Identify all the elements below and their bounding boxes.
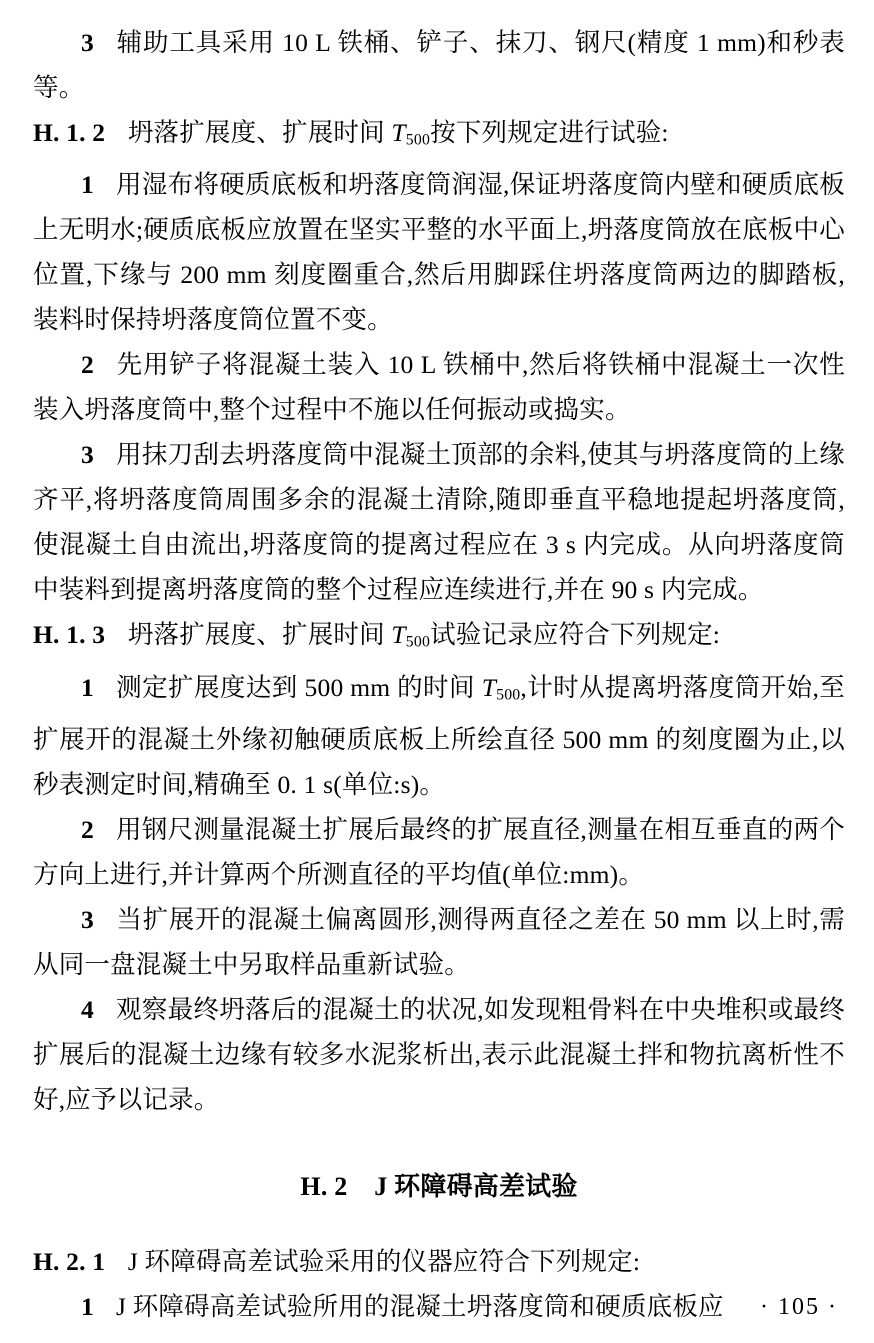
paragraph-item-2a: 2 先用铲子将混凝土装入 10 L 铁桶中,然后将铁桶中混凝土一次性装入坍落度筒中,整个过程中不施以任何振动或捣实。 bbox=[33, 350, 846, 425]
paragraph-item-2b: 2 用钢尺测量混凝土扩展后最终的扩展直径,测量在相互垂直的两个方向上进行,并计算两个所测直径的平均值(单位:mm)。 bbox=[33, 815, 845, 890]
spacer bbox=[33, 1122, 845, 1164]
page-content bbox=[33, 20, 845, 1329]
list-number: 1 bbox=[81, 672, 94, 702]
clause-number: H. 1. 3 bbox=[33, 620, 106, 650]
paragraph-item-4a: 4 观察最终坍落后的混凝土的状况,如发现粗骨料在中央堆积或最终扩展后的混凝土边缘有较多水泥浆析出,表示此混凝土拌和物抗离析性不好,应予以记录。 bbox=[33, 995, 845, 1115]
paragraph-item-3a: 3 辅助工具采用 10 L 铁桶、铲子、抹刀、钢尺(精度 1 mm)和秒表等。 bbox=[33, 28, 845, 102]
section-number: H. 2 bbox=[300, 1172, 348, 1202]
paragraph-item-3b: 3 用抹刀刮去坍落度筒中混凝土顶部的余料,使其与坍落度筒的上缘齐平,将坍落度筒周围多余的混凝土清除,随即垂直平稳地提起坍落度筒,使混凝土自由流出,坍落度筒的提离过程应在 3 s 内完成。从向坍落度筒中装料到提离坍落度筒的整个过程应连续进行,并在 90 s 内完成。 bbox=[33, 440, 846, 605]
list-number: 3 bbox=[81, 440, 94, 470]
paragraph-item-1a: 1 用湿布将硬质底板和坍落度筒润湿,保证坍落度筒内壁和硬质底板上无明水;硬质底板应放置在坚实平整的水平面上,坍落度筒放在底板中心位置,下缘与 200 mm 刻度圈重合,然后用脚踩住坍落度筒两边的脚踏板,装料时保持坍落度筒位置不变。 bbox=[33, 170, 845, 335]
paragraph-item-1b: 1 测定扩展度达到 500 mm 的时间 $T_{500}$,计时从提离坍落度筒开始,至扩展开的混凝土外缘初触硬质底板上所绘直径 500 mm 的刻度圈为止,以秒表测定时间,精确至 0. 1 s(单位:s)。 bbox=[33, 672, 845, 800]
page-number: · 105 · bbox=[760, 1294, 838, 1320]
list-number: 2 bbox=[81, 815, 94, 845]
spacer bbox=[33, 1209, 845, 1239]
clause-h-2-1: H. 2. 1 J 环障碍高差试验采用的仪器应符合下列规定: bbox=[33, 1247, 641, 1277]
section-heading-h-2 bbox=[33, 1164, 845, 1209]
clause-number: H. 1. 2 bbox=[33, 118, 106, 147]
paragraph-item-3c: 3 当扩展开的混凝土偏离圆形,测得两直径之差在 50 mm 以上时,需从同一盘混凝土中另取样品重新试验。 bbox=[33, 905, 846, 980]
clause-number: H. 2. 1 bbox=[33, 1247, 106, 1277]
list-number: 1 bbox=[81, 1292, 94, 1322]
clause-h-1-2: H. 1. 2 坍落扩展度、扩展时间 $T_{500}$按下列规定进行试验: bbox=[33, 118, 669, 149]
clause-h-1-3: H. 1. 3 坍落扩展度、扩展时间 $T_{500}$试验记录应符合下列规定: bbox=[33, 620, 721, 651]
list-number: 3 bbox=[81, 905, 94, 935]
list-number: 1 bbox=[81, 170, 94, 200]
list-number: 2 bbox=[81, 350, 94, 380]
section-title: J 环障碍高差试验 bbox=[374, 1172, 578, 1202]
list-number: 3 bbox=[81, 28, 94, 57]
paragraph-item-1c: 1 J 环障碍高差试验所用的混凝土坍落度筒和硬质底板应 bbox=[81, 1292, 724, 1322]
list-number: 4 bbox=[81, 995, 94, 1025]
